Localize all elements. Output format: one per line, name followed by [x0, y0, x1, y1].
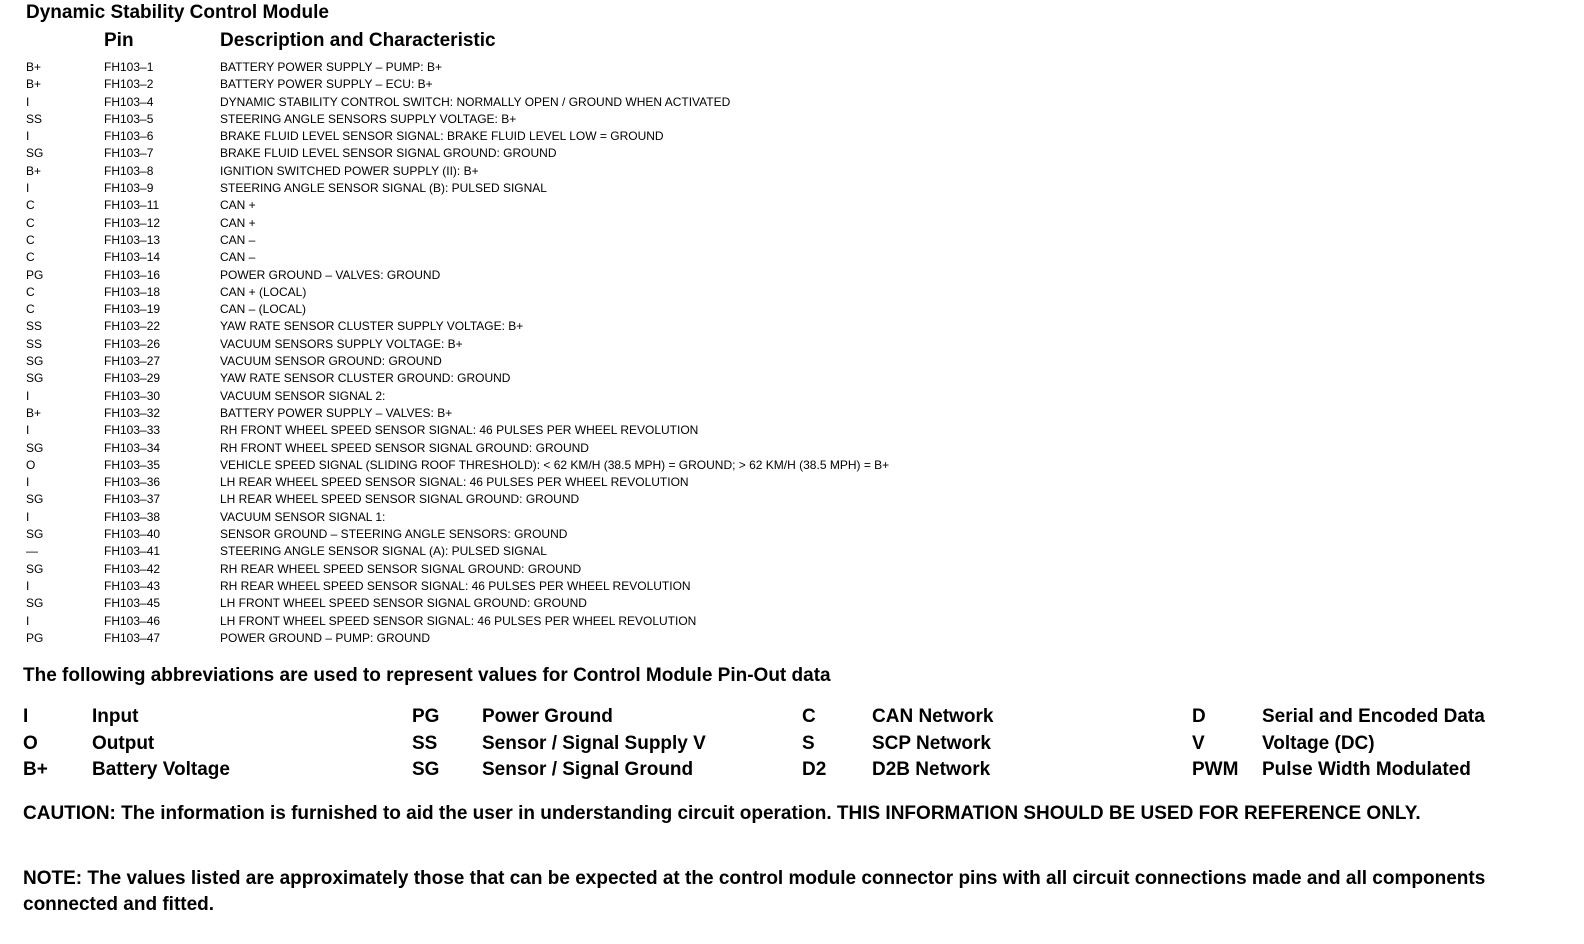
pin-description-cell: LH REAR WHEEL SPEED SENSOR SIGNAL GROUND: GROUND: [220, 492, 580, 507]
pin-description-cell: STEERING ANGLE SENSOR SIGNAL (A): PULSED SIGNAL: [220, 544, 547, 559]
pin-description-cell: BATTERY POWER SUPPLY – ECU: B+: [220, 77, 433, 92]
table-row: [0, 76, 1584, 93]
table-row: [0, 163, 1584, 180]
table-row: [0, 595, 1584, 612]
pin-description-cell: STEERING ANGLE SENSOR SIGNAL (B): PULSED SIGNAL: [220, 181, 547, 196]
pin-number-cell: FH103–18: [104, 284, 161, 299]
abbreviation-code: S: [802, 732, 815, 754]
pin-type-cell: SS: [26, 111, 43, 126]
table-row: [0, 353, 1584, 370]
abbreviation-code: SG: [412, 759, 440, 781]
pin-number-cell: FH103–12: [104, 215, 161, 230]
pin-description-cell: IGNITION SWITCHED POWER SUPPLY (II): B+: [220, 163, 479, 178]
pin-number-cell: FH103–1: [104, 60, 154, 74]
pin-description-cell: VACUUM SENSORS SUPPLY VOLTAGE: B+: [220, 336, 463, 351]
pin-description-cell: SENSOR GROUND – STEERING ANGLE SENSORS: GROUND: [220, 527, 568, 542]
pin-number-cell: FH103–45: [104, 596, 161, 611]
pin-description-cell: LH FRONT WHEEL SPEED SENSOR SIGNAL: 46 PULSES PER WHEEL REVOLUTION: [220, 613, 697, 628]
pin-description-cell: RH FRONT WHEEL SPEED SENSOR SIGNAL GROUND: GROUND: [220, 440, 589, 455]
table-row: [0, 509, 1584, 526]
pin-number-cell: FH103–38: [104, 509, 161, 524]
abbreviations-legend: [0, 704, 1584, 784]
pin-number-cell: FH103–40: [104, 527, 161, 542]
pin-number-cell: FH103–34: [104, 440, 161, 455]
abbreviation-label: Input: [92, 706, 139, 727]
pin-number-cell: FH103–46: [104, 613, 161, 628]
pin-type-cell: I: [26, 475, 30, 490]
abbreviation-code: SS: [412, 732, 438, 754]
table-row: [0, 578, 1584, 595]
table-row: [0, 128, 1584, 145]
table-row: [0, 145, 1584, 162]
pin-description-cell: POWER GROUND – PUMP: GROUND: [220, 630, 431, 645]
abbreviation-label: CAN Network: [872, 706, 994, 727]
pin-number-cell: FH103–32: [104, 405, 161, 420]
table-row: [0, 388, 1584, 405]
pin-type-cell: C: [26, 302, 35, 317]
pin-number-cell: FH103–6: [104, 129, 154, 144]
pin-number-cell: FH103–36: [104, 475, 161, 490]
pin-type-cell: B+: [26, 60, 42, 74]
table-row: [0, 215, 1584, 232]
abbreviation-label: Pulse Width Modulated: [1262, 759, 1471, 781]
pin-type-cell: SG: [26, 440, 44, 455]
pin-number-cell: FH103–47: [104, 630, 161, 645]
pin-number-cell: FH103–35: [104, 457, 161, 472]
pin-type-cell: SG: [26, 371, 44, 386]
pin-number-cell: FH103–14: [104, 250, 161, 265]
pin-number-cell: FH103–29: [104, 371, 161, 386]
table-row: [0, 405, 1584, 422]
table-row: [0, 180, 1584, 197]
pin-number-cell: FH103–7: [104, 146, 154, 161]
pin-number-cell: FH103–5: [104, 111, 154, 126]
pin-type-cell: C: [26, 250, 35, 265]
pin-type-cell: SG: [26, 492, 44, 507]
pin-description-cell: VACUUM SENSOR SIGNAL 1:: [220, 509, 386, 524]
table-row: [0, 336, 1584, 353]
pin-type-cell: I: [26, 388, 30, 403]
pin-description-cell: CAN –: [220, 232, 256, 247]
abbreviation-code: O: [23, 732, 38, 754]
table-row: [0, 370, 1584, 387]
pin-number-cell: FH103–8: [104, 163, 154, 178]
pin-description-cell: CAN – (LOCAL): [220, 302, 307, 317]
table-row: [0, 613, 1584, 630]
pin-description-cell: LH REAR WHEEL SPEED SENSOR SIGNAL: 46 PULSES PER WHEEL REVOLUTION: [220, 475, 689, 490]
pin-number-cell: FH103–41: [104, 544, 161, 559]
pin-description-cell: CAN –: [220, 250, 256, 265]
pin-type-cell: SG: [26, 561, 44, 576]
pin-description-cell: BATTERY POWER SUPPLY – VALVES: B+: [220, 405, 453, 420]
abbreviation-label: Sensor / Signal Supply V: [482, 732, 706, 754]
pin-description-cell: VACUUM SENSOR SIGNAL 2:: [220, 388, 386, 403]
table-row: [0, 301, 1584, 318]
pin-type-cell: I: [26, 509, 30, 524]
pin-description-cell: BATTERY POWER SUPPLY – PUMP: B+: [220, 60, 442, 74]
pinout-table: [0, 59, 1584, 647]
pin-type-cell: C: [26, 232, 35, 247]
pin-type-cell: B+: [26, 77, 42, 92]
pin-type-cell: C: [26, 215, 35, 230]
abbreviation-code: D2: [802, 759, 827, 781]
pin-number-cell: FH103–4: [104, 94, 154, 109]
pin-type-cell: PG: [26, 630, 44, 645]
abbreviation-code: PWM: [1192, 759, 1239, 781]
pin-type-cell: I: [26, 613, 30, 628]
pin-type-cell: C: [26, 198, 35, 213]
pin-type-cell: SG: [26, 146, 44, 161]
pin-number-cell: FH103–27: [104, 354, 161, 369]
abbreviation-label: Voltage (DC): [1262, 732, 1375, 754]
table-row: [0, 249, 1584, 266]
table-row: [0, 197, 1584, 214]
caution-note: CAUTION: The information is furnished to aid the user in understanding circuit operation. THIS INFORMATION SHOULD BE USED FOR REFERENCE ONLY.: [23, 803, 1421, 824]
abbreviation-code: C: [802, 706, 816, 727]
pin-number-cell: FH103–33: [104, 423, 161, 438]
table-row: [0, 94, 1584, 111]
pin-description-cell: RH REAR WHEEL SPEED SENSOR SIGNAL: 46 PULSES PER WHEEL REVOLUTION: [220, 578, 691, 593]
pin-description-cell: VACUUM SENSOR GROUND: GROUND: [220, 354, 442, 369]
pin-number-cell: FH103–37: [104, 492, 161, 507]
pin-description-cell: CAN +: [220, 215, 256, 230]
table-row: [0, 491, 1584, 508]
table-row: [0, 526, 1584, 543]
table-row: [0, 630, 1584, 647]
pin-description-cell: RH REAR WHEEL SPEED SENSOR SIGNAL GROUND: GROUND: [220, 561, 582, 576]
pin-type-cell: PG: [26, 267, 44, 282]
pin-number-cell: FH103–2: [104, 77, 154, 92]
pin-type-cell: SG: [26, 596, 44, 611]
pin-type-cell: I: [26, 94, 30, 109]
pin-number-cell: FH103–16: [104, 267, 161, 282]
pin-description-cell: CAN +: [220, 198, 256, 213]
pin-number-cell: FH103–11: [104, 198, 160, 213]
table-row: [0, 543, 1584, 560]
pin-type-cell: SG: [26, 354, 44, 369]
abbreviation-label: Output: [92, 732, 155, 754]
pin-type-cell: I: [26, 423, 30, 438]
pin-number-cell: FH103–22: [104, 319, 161, 334]
pin-number-cell: FH103–13: [104, 232, 161, 247]
abbreviations-intro: The following abbreviations are used to represent values for Control Module Pin-Out data: [23, 665, 831, 686]
pin-description-cell: YAW RATE SENSOR CLUSTER GROUND: GROUND: [220, 371, 511, 386]
table-row: [0, 284, 1584, 301]
table-row: [0, 561, 1584, 578]
table-row: [0, 59, 1584, 76]
pin-type-cell: —: [26, 544, 38, 559]
pin-type-cell: I: [26, 181, 30, 196]
table-row: [0, 111, 1584, 128]
pin-type-cell: O: [26, 457, 36, 472]
abbreviation-label: Sensor / Signal Ground: [482, 759, 694, 781]
pin-description-cell: CAN + (LOCAL): [220, 284, 307, 299]
pin-description-cell: RH FRONT WHEEL SPEED SENSOR SIGNAL: 46 PULSES PER WHEEL REVOLUTION: [220, 423, 699, 438]
table-row: [0, 422, 1584, 439]
pin-description-cell: DYNAMIC STABILITY CONTROL SWITCH: NORMALLY OPEN / GROUND WHEN ACTIVATED: [220, 94, 731, 109]
abbreviation-label: D2B Network: [872, 759, 991, 781]
note-text: NOTE: The values listed are approximately those that can be expected at the control module connector pins with all circuit connections made and all components connected and fitted.: [23, 868, 1486, 915]
abbreviation-label: Serial and Encoded Data: [1262, 706, 1485, 727]
abbreviation-code: PG: [412, 706, 440, 727]
pin-description-cell: BRAKE FLUID LEVEL SENSOR SIGNAL: BRAKE FLUID LEVEL LOW = GROUND: [220, 129, 664, 144]
pin-number-cell: FH103–43: [104, 578, 161, 593]
abbreviation-code: D: [1192, 706, 1206, 727]
table-row: [0, 440, 1584, 457]
pin-type-cell: C: [26, 284, 35, 299]
pin-number-cell: FH103–26: [104, 336, 161, 351]
abbreviation-label: Battery Voltage: [92, 759, 230, 781]
pin-type-cell: B+: [26, 405, 42, 420]
abbreviation-code: B+: [23, 759, 48, 781]
description-column-header: Description and Characteristic: [220, 30, 496, 51]
page-title: Dynamic Stability Control Module: [26, 2, 329, 23]
table-row: [0, 457, 1584, 474]
table-row: [0, 267, 1584, 284]
pin-description-cell: YAW RATE SENSOR CLUSTER SUPPLY VOLTAGE: B+: [220, 319, 524, 334]
abbreviation-code: V: [1192, 732, 1205, 754]
pin-description-cell: BRAKE FLUID LEVEL SENSOR SIGNAL GROUND: GROUND: [220, 146, 557, 161]
abbreviation-label: Power Ground: [482, 706, 613, 727]
table-row: [0, 474, 1584, 491]
pin-type-cell: I: [26, 129, 30, 144]
abbreviation-label: SCP Network: [872, 732, 991, 754]
pin-number-cell: FH103–9: [104, 181, 154, 196]
pin-description-cell: LH FRONT WHEEL SPEED SENSOR SIGNAL GROUND: GROUND: [220, 596, 587, 611]
table-row: [0, 318, 1584, 335]
pin-number-cell: FH103–42: [104, 561, 161, 576]
pin-type-cell: SS: [26, 319, 43, 334]
pin-description-cell: POWER GROUND – VALVES: GROUND: [220, 267, 441, 282]
pin-number-cell: FH103–30: [104, 388, 161, 403]
pin-type-cell: SG: [26, 527, 44, 542]
pin-description-cell: STEERING ANGLE SENSORS SUPPLY VOLTAGE: B+: [220, 111, 517, 126]
pin-description-cell: VEHICLE SPEED SIGNAL (SLIDING ROOF THRESHOLD): < 62 KM/H (38.5 MPH) = GROUND; > 62 KM/H (38.5 MPH) = B+: [220, 457, 890, 472]
table-row: [0, 232, 1584, 249]
pin-type-cell: SS: [26, 336, 43, 351]
pin-type-cell: I: [26, 578, 30, 593]
pin-type-cell: B+: [26, 163, 42, 178]
abbreviation-code: I: [23, 706, 29, 727]
pin-column-header: Pin: [104, 30, 134, 51]
pin-number-cell: FH103–19: [104, 302, 161, 317]
